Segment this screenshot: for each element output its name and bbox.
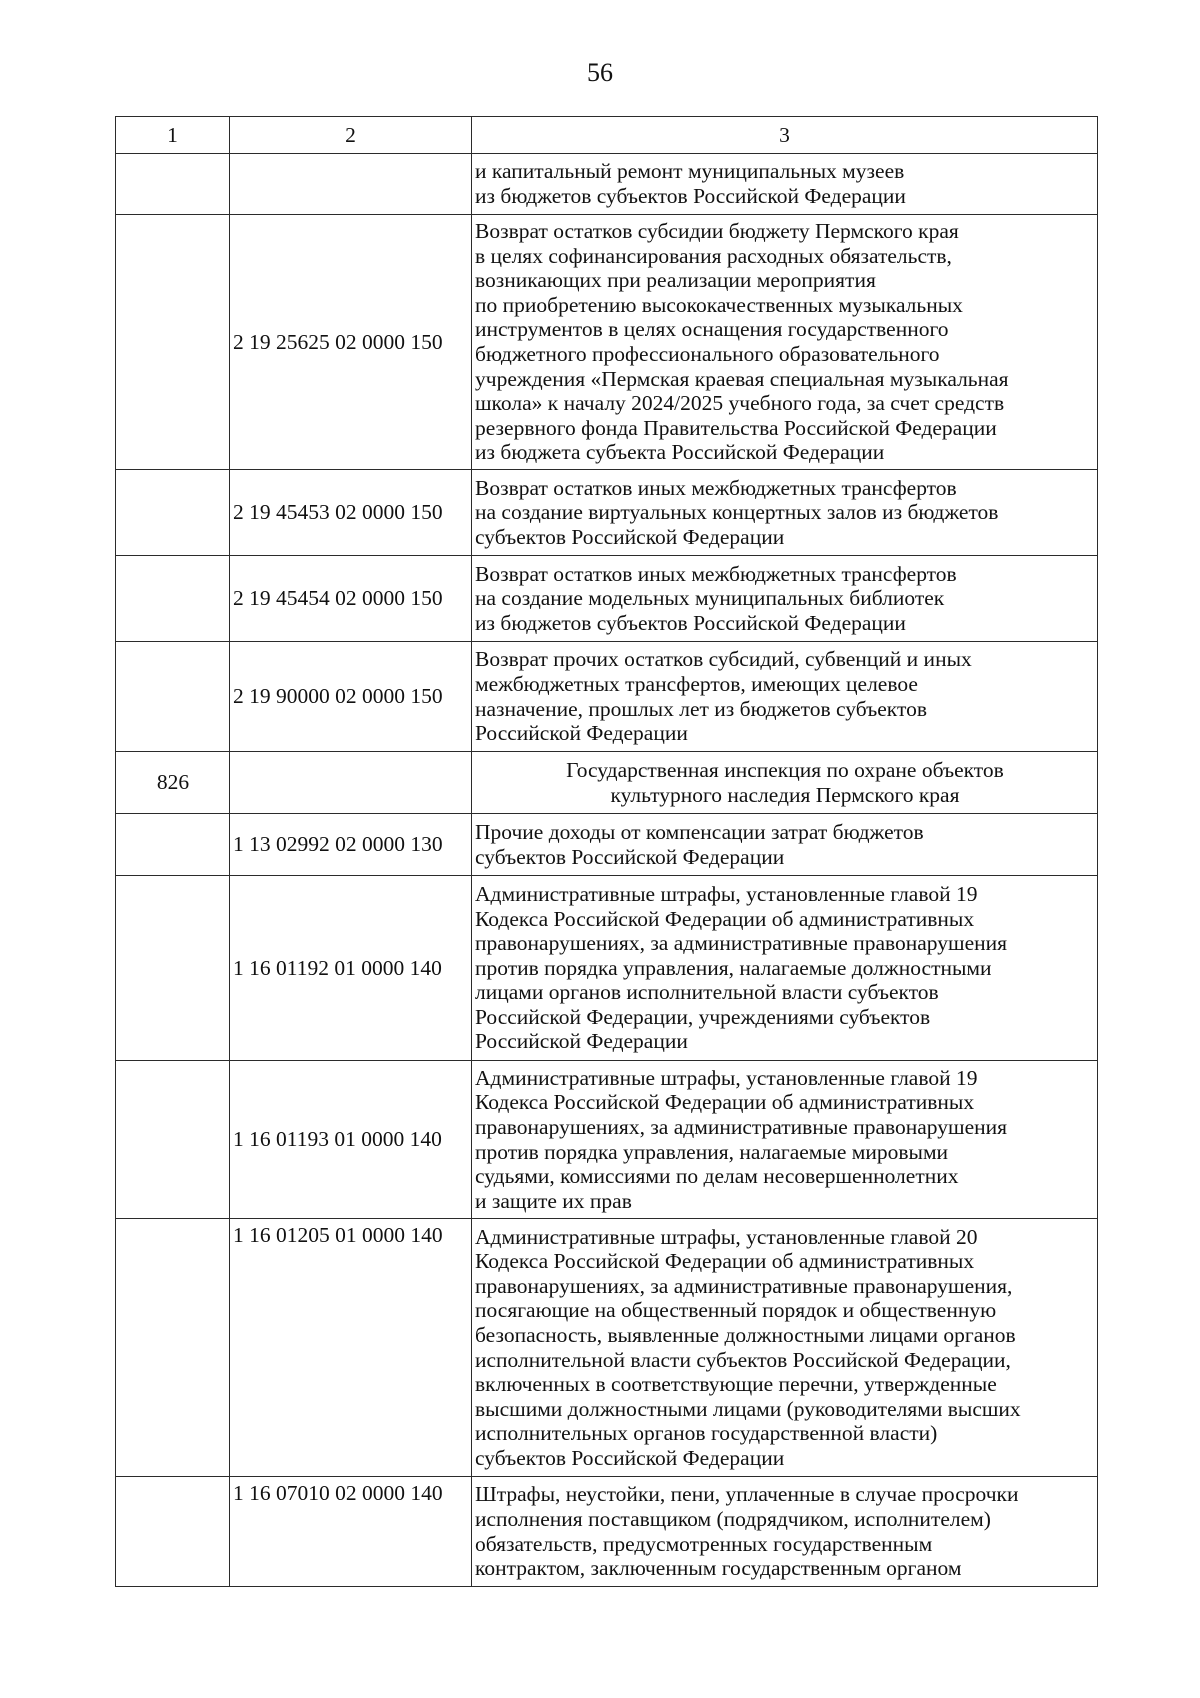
admin-code-cell	[116, 1219, 230, 1477]
table-header-row	[116, 117, 1098, 154]
table-row	[116, 470, 1098, 556]
description-cell	[472, 470, 1098, 556]
description-text: Возврат остатков иных межбюджетных трансфертов на создание виртуальных концертных залов из бюджетов субъектов Российской Федерации	[475, 475, 999, 549]
column-header-3: 3	[472, 117, 1098, 154]
description-cell	[472, 154, 1098, 215]
table-row	[116, 154, 1098, 215]
revenue-code-cell: 2 19 45454 02 0000 150	[230, 556, 472, 642]
description-text: Штрафы, неустойки, пени, уплаченные в случае просрочки исполнения поставщиком (подрядчиком, исполнителем) обязательств, предусмотренных государственным контрактом, заключенным государственным органом	[475, 1482, 1019, 1581]
description-cell	[472, 752, 1098, 814]
description-text: Прочие доходы от компенсации затрат бюджетов субъектов Российской Федерации	[475, 819, 924, 869]
table-row-section-header	[116, 752, 1098, 814]
admin-code-cell	[116, 154, 230, 215]
table-row	[116, 556, 1098, 642]
table-row	[116, 215, 1098, 470]
description-cell	[472, 814, 1098, 876]
revenue-code-cell: 2 19 25625 02 0000 150	[230, 215, 472, 470]
revenue-code-cell: 2 19 90000 02 0000 150	[230, 642, 472, 752]
admin-code-cell	[116, 1477, 230, 1587]
description-text: Административные штрафы, установленные главой 20 Кодекса Российской Федерации об административных правонарушениях, за административные правонарушения, посягающие на общественный порядок и общественную безопасность, выявленные должностными лицами органов исполнительной власти субъектов Российской Федерации, включенных в соответствующие перечни, утвержденные высшими должностными лицами (руководителями высших исполнительных органов государственной власти) субъектов Российской Федерации	[475, 1224, 1021, 1470]
description-text: Административные штрафы, установленные главой 19 Кодекса Российской Федерации об административных правонарушениях, за административные правонарушения против порядка управления, налагаемые мировыми судьями, комиссиями по делам несовершеннолетних и защите их прав	[475, 1065, 1008, 1213]
table-row	[116, 876, 1098, 1061]
description-text: и капитальный ремонт муниципальных музеев из бюджетов субъектов Российской Федерации	[475, 159, 906, 208]
table-row	[116, 1219, 1098, 1477]
description-text: Административные штрафы, установленные главой 19 Кодекса Российской Федерации об административных правонарушениях, за административные правонарушения против порядка управления, налагаемые должностными лицами органов исполнительной власти субъектов Российской Федерации, учреждениями субъектов Российской Федерации	[475, 881, 1008, 1054]
revenue-code-cell: 1 16 07010 02 0000 140	[230, 1477, 472, 1587]
admin-code-cell	[116, 876, 230, 1061]
description-cell	[472, 642, 1098, 752]
revenue-codes-table	[115, 116, 1098, 1587]
revenue-code-cell	[230, 752, 472, 814]
description-cell	[472, 1219, 1098, 1477]
admin-code-cell	[116, 215, 230, 470]
description-cell	[472, 215, 1098, 470]
description-text: Возврат остатков субсидии бюджету Пермского края в целях софинансирования расходных обязательств, возникающих при реализации мероприятия по приобретению высококачественных музыкальных инструментов в целях оснащения государственного бюджетного профессионального образовательного учреждения «Пермская краевая специальная музыкальная школа» к началу 2024/2025 учебного года, за счет средств резервного фонда Правительства Российской Федерации из бюджета субъекта Российской Федерации	[475, 219, 1009, 465]
description-cell	[472, 876, 1098, 1061]
table-row	[116, 1061, 1098, 1219]
description-cell	[472, 1061, 1098, 1219]
column-header-2: 2	[230, 117, 472, 154]
description-text: Возврат остатков иных межбюджетных трансфертов на создание модельных муниципальных библиотек из бюджетов субъектов Российской Федерации	[475, 561, 957, 635]
column-header-1: 1	[116, 117, 230, 154]
description-cell	[472, 1477, 1098, 1587]
admin-code-cell	[116, 1061, 230, 1219]
table-row	[116, 642, 1098, 752]
revenue-code-cell: 1 16 01205 01 0000 140	[230, 1219, 472, 1477]
section-title-text: Государственная инспекция по охране объектов культурного наследия Пермского края	[566, 757, 1004, 807]
page-number: 56	[587, 58, 613, 87]
admin-code-cell	[116, 814, 230, 876]
table-row	[116, 1477, 1098, 1587]
revenue-code-cell: 1 16 01193 01 0000 140	[230, 1061, 472, 1219]
description-cell	[472, 556, 1098, 642]
admin-code-cell	[116, 470, 230, 556]
revenue-code-cell: 1 16 01192 01 0000 140	[230, 876, 472, 1061]
admin-code-cell: 826	[116, 752, 230, 814]
revenue-code-cell: 1 13 02992 02 0000 130	[230, 814, 472, 876]
revenue-code-cell: 2 19 45453 02 0000 150	[230, 470, 472, 556]
table-row	[116, 814, 1098, 876]
admin-code-cell	[116, 556, 230, 642]
description-text: Возврат прочих остатков субсидий, субвенций и иных межбюджетных трансфертов, имеющих целевое назначение, прошлых лет из бюджетов субъектов Российской Федерации	[475, 647, 972, 746]
admin-code-cell	[116, 642, 230, 752]
revenue-code-cell	[230, 154, 472, 215]
